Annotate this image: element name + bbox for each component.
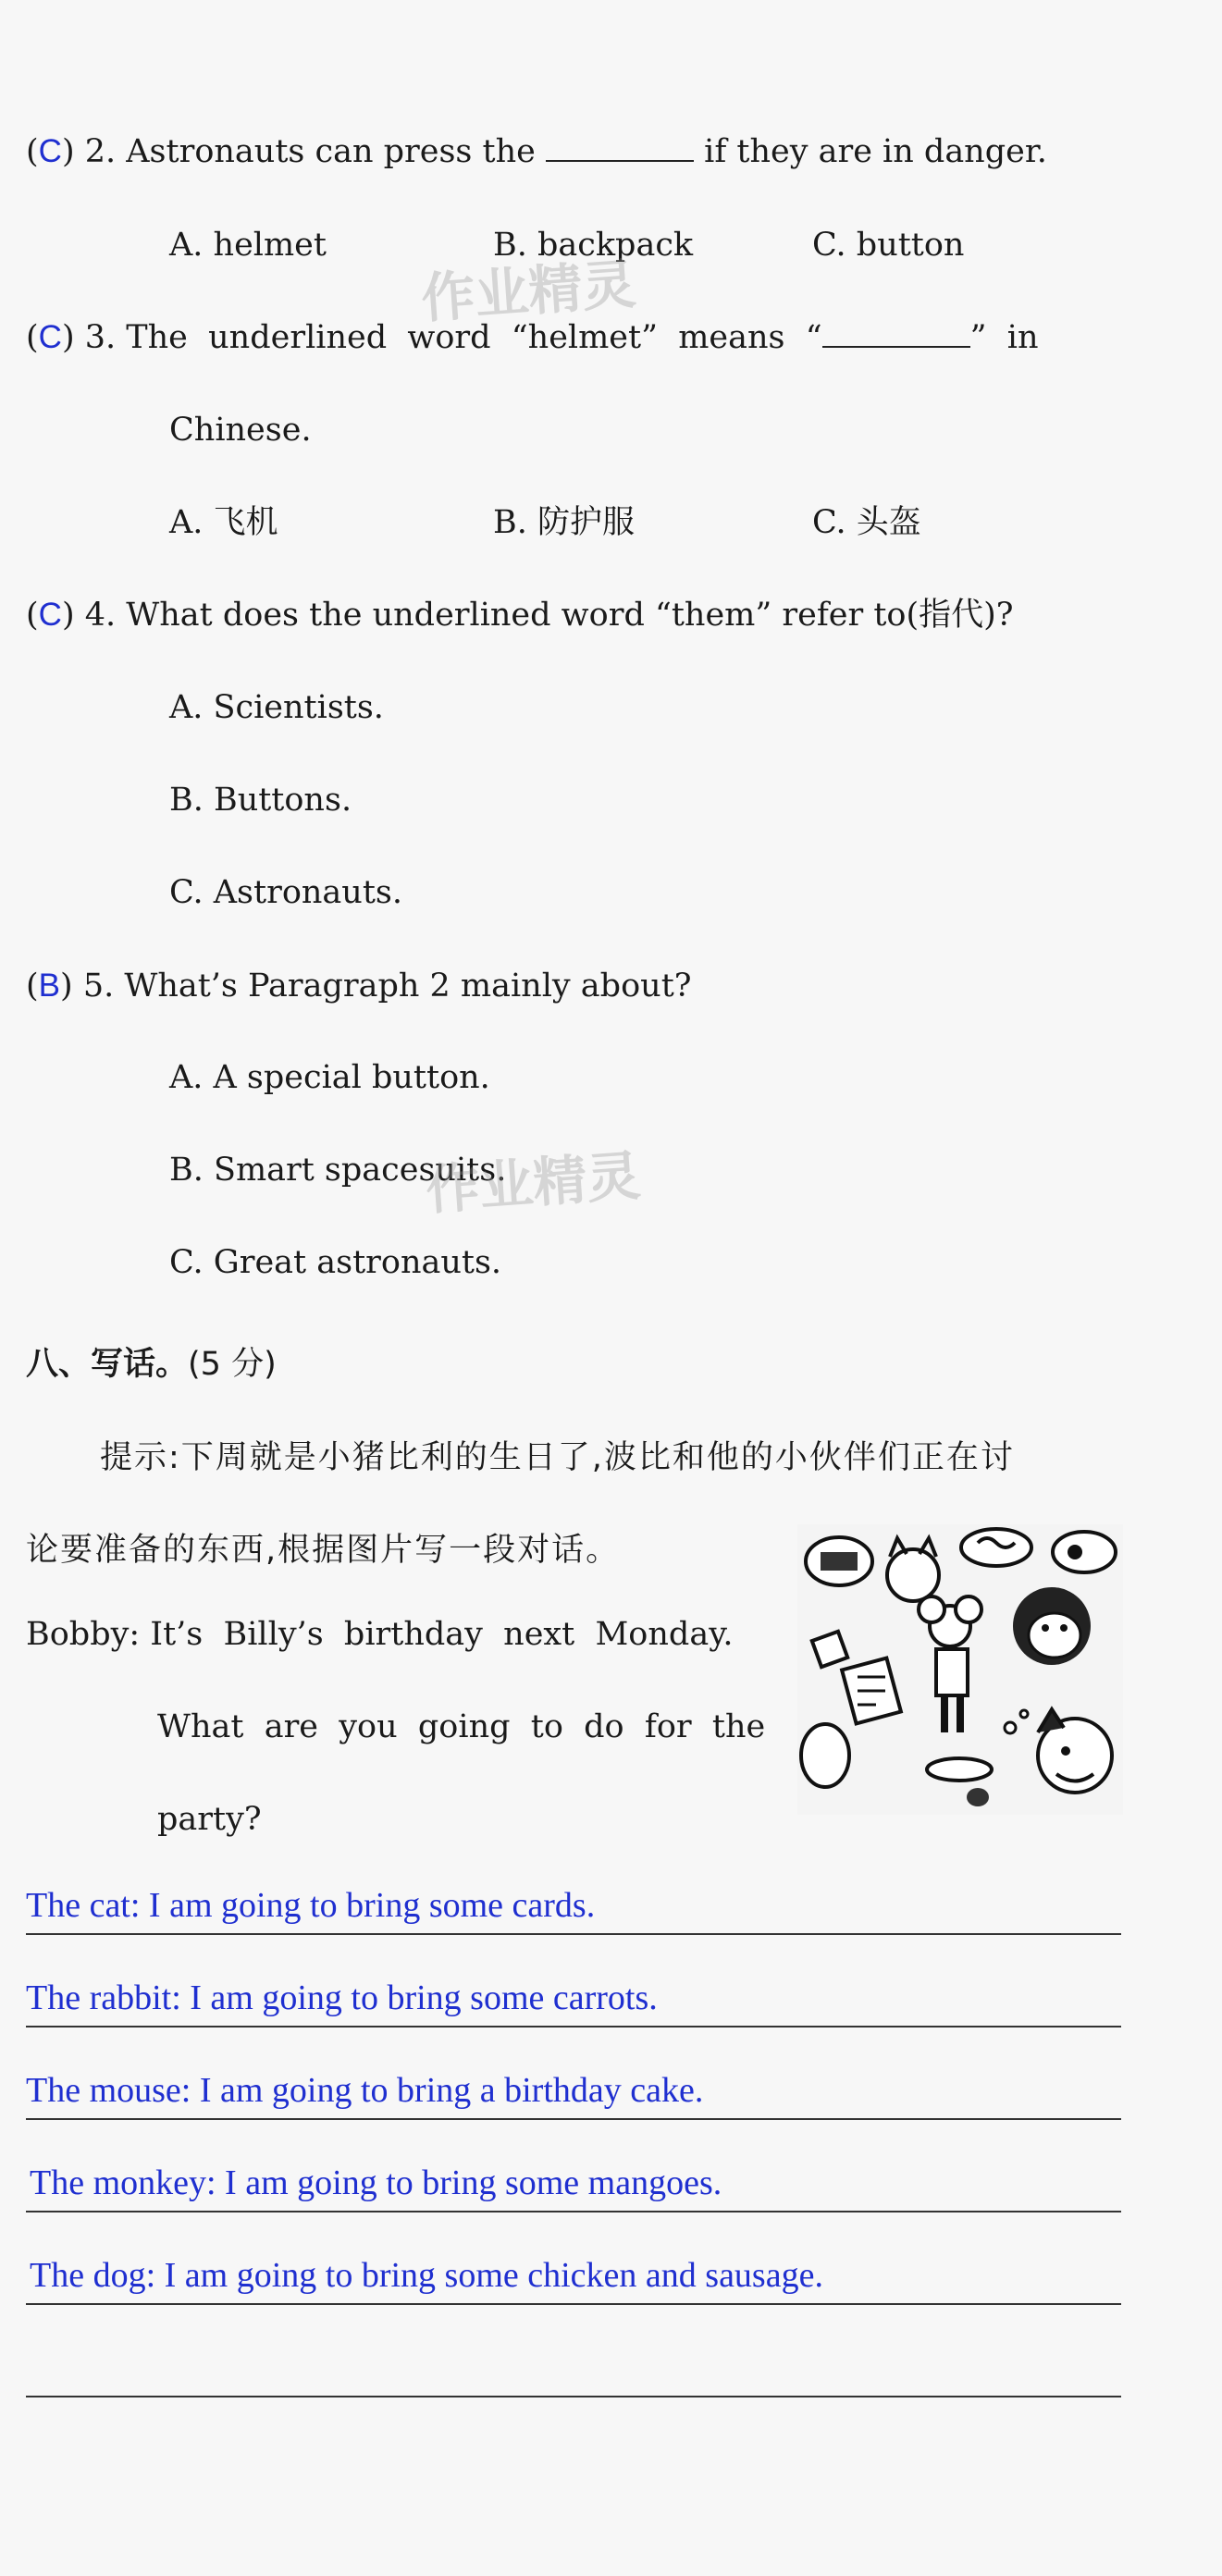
option-b: B. backpack	[493, 227, 694, 264]
section-title: 八、写话。(5 分)	[26, 1346, 277, 1383]
question-text-continued: Chinese.	[169, 412, 312, 449]
answer-line-3: The mouse: I am going to bring a birthday cake.	[26, 2071, 704, 2110]
question-text: The underlined word “helmet” means “	[126, 319, 822, 356]
question-text: What does the underlined word “them” refer to(指代)?	[126, 597, 1014, 634]
watermark: 作业精灵	[424, 1143, 643, 1222]
fill-blank	[822, 346, 970, 348]
answer-letter: B	[38, 968, 61, 1004]
answer-letter: C	[38, 319, 62, 355]
question-text: ” in	[969, 319, 1039, 356]
question-text: What’s Paragraph 2 mainly about?	[124, 968, 692, 1005]
answer-line-5: The dog: I am going to bring some chicken and sausage.	[30, 2256, 823, 2295]
writing-line	[26, 2303, 1121, 2305]
option-a: A. helmet	[169, 227, 327, 264]
option-b: B. Smart spacesuits.	[169, 1152, 507, 1189]
answer-letter: C	[38, 133, 62, 169]
option-c: C. 头盔	[812, 504, 921, 541]
option-b: B. 防护服	[493, 504, 635, 541]
option-a: A. A special button.	[169, 1059, 490, 1096]
question-3: (C) 3. The underlined word “helmet” means “ ” in	[26, 319, 1039, 356]
option-a: A. 飞机	[169, 504, 278, 541]
question-text: if they are in danger.	[704, 133, 1047, 170]
option-c: C. button	[812, 227, 965, 264]
animals-party-illustration	[797, 1524, 1123, 1815]
option-b: B. Buttons.	[169, 782, 352, 819]
answer-line-2: The rabbit: I am going to bring some carrots.	[26, 1978, 658, 2017]
bobby-line-2: What are you going to do for the	[157, 1708, 766, 1745]
answer-line-1: The cat: I am going to bring some cards.	[26, 1886, 596, 1925]
fill-blank	[546, 160, 694, 162]
watermark: 作业精灵	[419, 252, 638, 330]
question-5: (B) 5. What’s Paragraph 2 mainly about?	[26, 968, 692, 1005]
option-c: C. Astronauts.	[169, 874, 402, 911]
option-a: A. Scientists.	[169, 689, 384, 726]
writing-line	[26, 2118, 1121, 2120]
bobby-line-3: party?	[157, 1801, 262, 1838]
question-text: Astronauts can press the	[126, 133, 536, 170]
writing-line	[26, 2211, 1121, 2212]
answer-line-4: The monkey: I am going to bring some mangoes.	[30, 2163, 722, 2202]
writing-line	[26, 1933, 1121, 1935]
option-c: C. Great astronauts.	[169, 1244, 502, 1281]
question-4: (C) 4. What does the underlined word “them” refer to(指代)?	[26, 597, 1014, 634]
prompt-line-1: 提示:下周就是小猪比利的生日了,波比和他的小伙伴们正在讨	[100, 1439, 1015, 1476]
question-2: (C) 2. Astronauts can press the if they are in danger.	[26, 133, 1047, 170]
writing-line	[26, 2026, 1121, 2028]
prompt-line-2: 论要准备的东西,根据图片写一段对话。	[26, 1532, 621, 1569]
writing-line	[26, 2396, 1121, 2397]
answer-letter: C	[38, 597, 62, 633]
bobby-line-1: Bobby: It’s Billy’s birthday next Monday.	[26, 1616, 734, 1653]
